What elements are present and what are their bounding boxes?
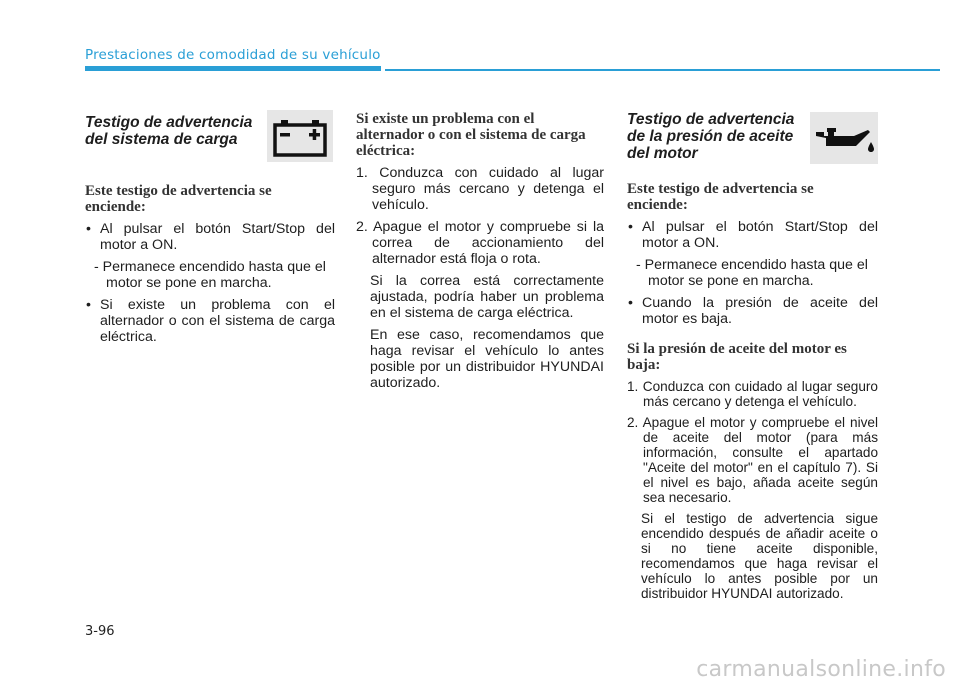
bullet-start-stop: • Al pulsar el botón Start/Stop del motor a ON. xyxy=(85,221,335,253)
bullet-alternator: • Si existe un problema con el alternador o con el sistema de carga eléctrica. xyxy=(85,297,335,345)
battery-icon xyxy=(267,110,333,162)
column-charging-system xyxy=(85,110,335,345)
header-rule-thick xyxy=(85,66,381,71)
subhead-low-oil: Si la presión de aceite del motor es baja: xyxy=(627,341,847,373)
para-belt-ok: Si la correa está correctamente ajustada, podría haber un problema en el sistema de carga eléctrica. xyxy=(370,273,604,321)
column-oil-pressure xyxy=(627,110,878,601)
subhead-charging: Este testigo de advertencia se enciende: xyxy=(85,183,272,215)
para-dealer: En ese caso, recomendamos que haga revisar el vehículo lo antes posible por un distribuidor HYUNDAI autorizado. xyxy=(370,327,604,391)
oil-can-icon xyxy=(810,112,878,164)
page-header-title: Prestaciones de comodidad de su vehículo xyxy=(85,47,381,63)
watermark: carmanualsonline.info xyxy=(696,657,946,682)
bullet-low-pressure: • Cuando la presión de aceite del motor es baja. xyxy=(627,295,878,327)
step-2-check-oil: 2. Apague el motor y compruebe el nivel de aceite del motor (para más información, consulte el apartado "Aceite del motor" en el capítulo 7). Si el nivel es bajo, añada aceite según sea necesario. xyxy=(627,415,878,505)
step-1-drive-oil: 1. Conduzca con cuidado al lugar seguro más cercano y detenga el vehículo. xyxy=(627,379,878,409)
sub-item-engine-running-oil: - Permanece encendido hasta que el motor se pone en marcha. xyxy=(636,257,868,289)
header-rule-thin xyxy=(385,69,940,71)
para-dealer-oil: Si el testigo de advertencia sigue encendido después de añadir aceite o si no tiene aceite disponible, recomendamos que haga revisar el vehículo lo antes posible por un distribuidor HYUNDAI autorizado. xyxy=(641,511,878,601)
section-title-oil-pressure: Testigo de advertencia de la presión de aceite del motor xyxy=(627,111,795,162)
step-2-check-belt: 2. Apague el motor y compruebe si la correa de accionamiento del alternador está floja o rota. xyxy=(356,219,604,267)
column-alternator-problem xyxy=(356,110,604,391)
page-number: 3-96 xyxy=(85,624,115,639)
subhead-oil: Este testigo de advertencia se enciende: xyxy=(627,181,814,213)
sub-item-engine-running: - Permanece encendido hasta que el motor se pone en marcha. xyxy=(94,259,326,291)
bullet-start-stop-oil: • Al pulsar el botón Start/Stop del motor a ON. xyxy=(627,219,878,251)
step-1-drive: 1. Conduzca con cuidado al lugar seguro más cercano y detenga el vehículo. xyxy=(356,165,604,213)
section-title-charging: Testigo de advertencia del sistema de carga xyxy=(85,114,253,148)
subhead-alternator: Si existe un problema con el alternador o con el sistema de carga eléctrica: xyxy=(356,111,586,159)
